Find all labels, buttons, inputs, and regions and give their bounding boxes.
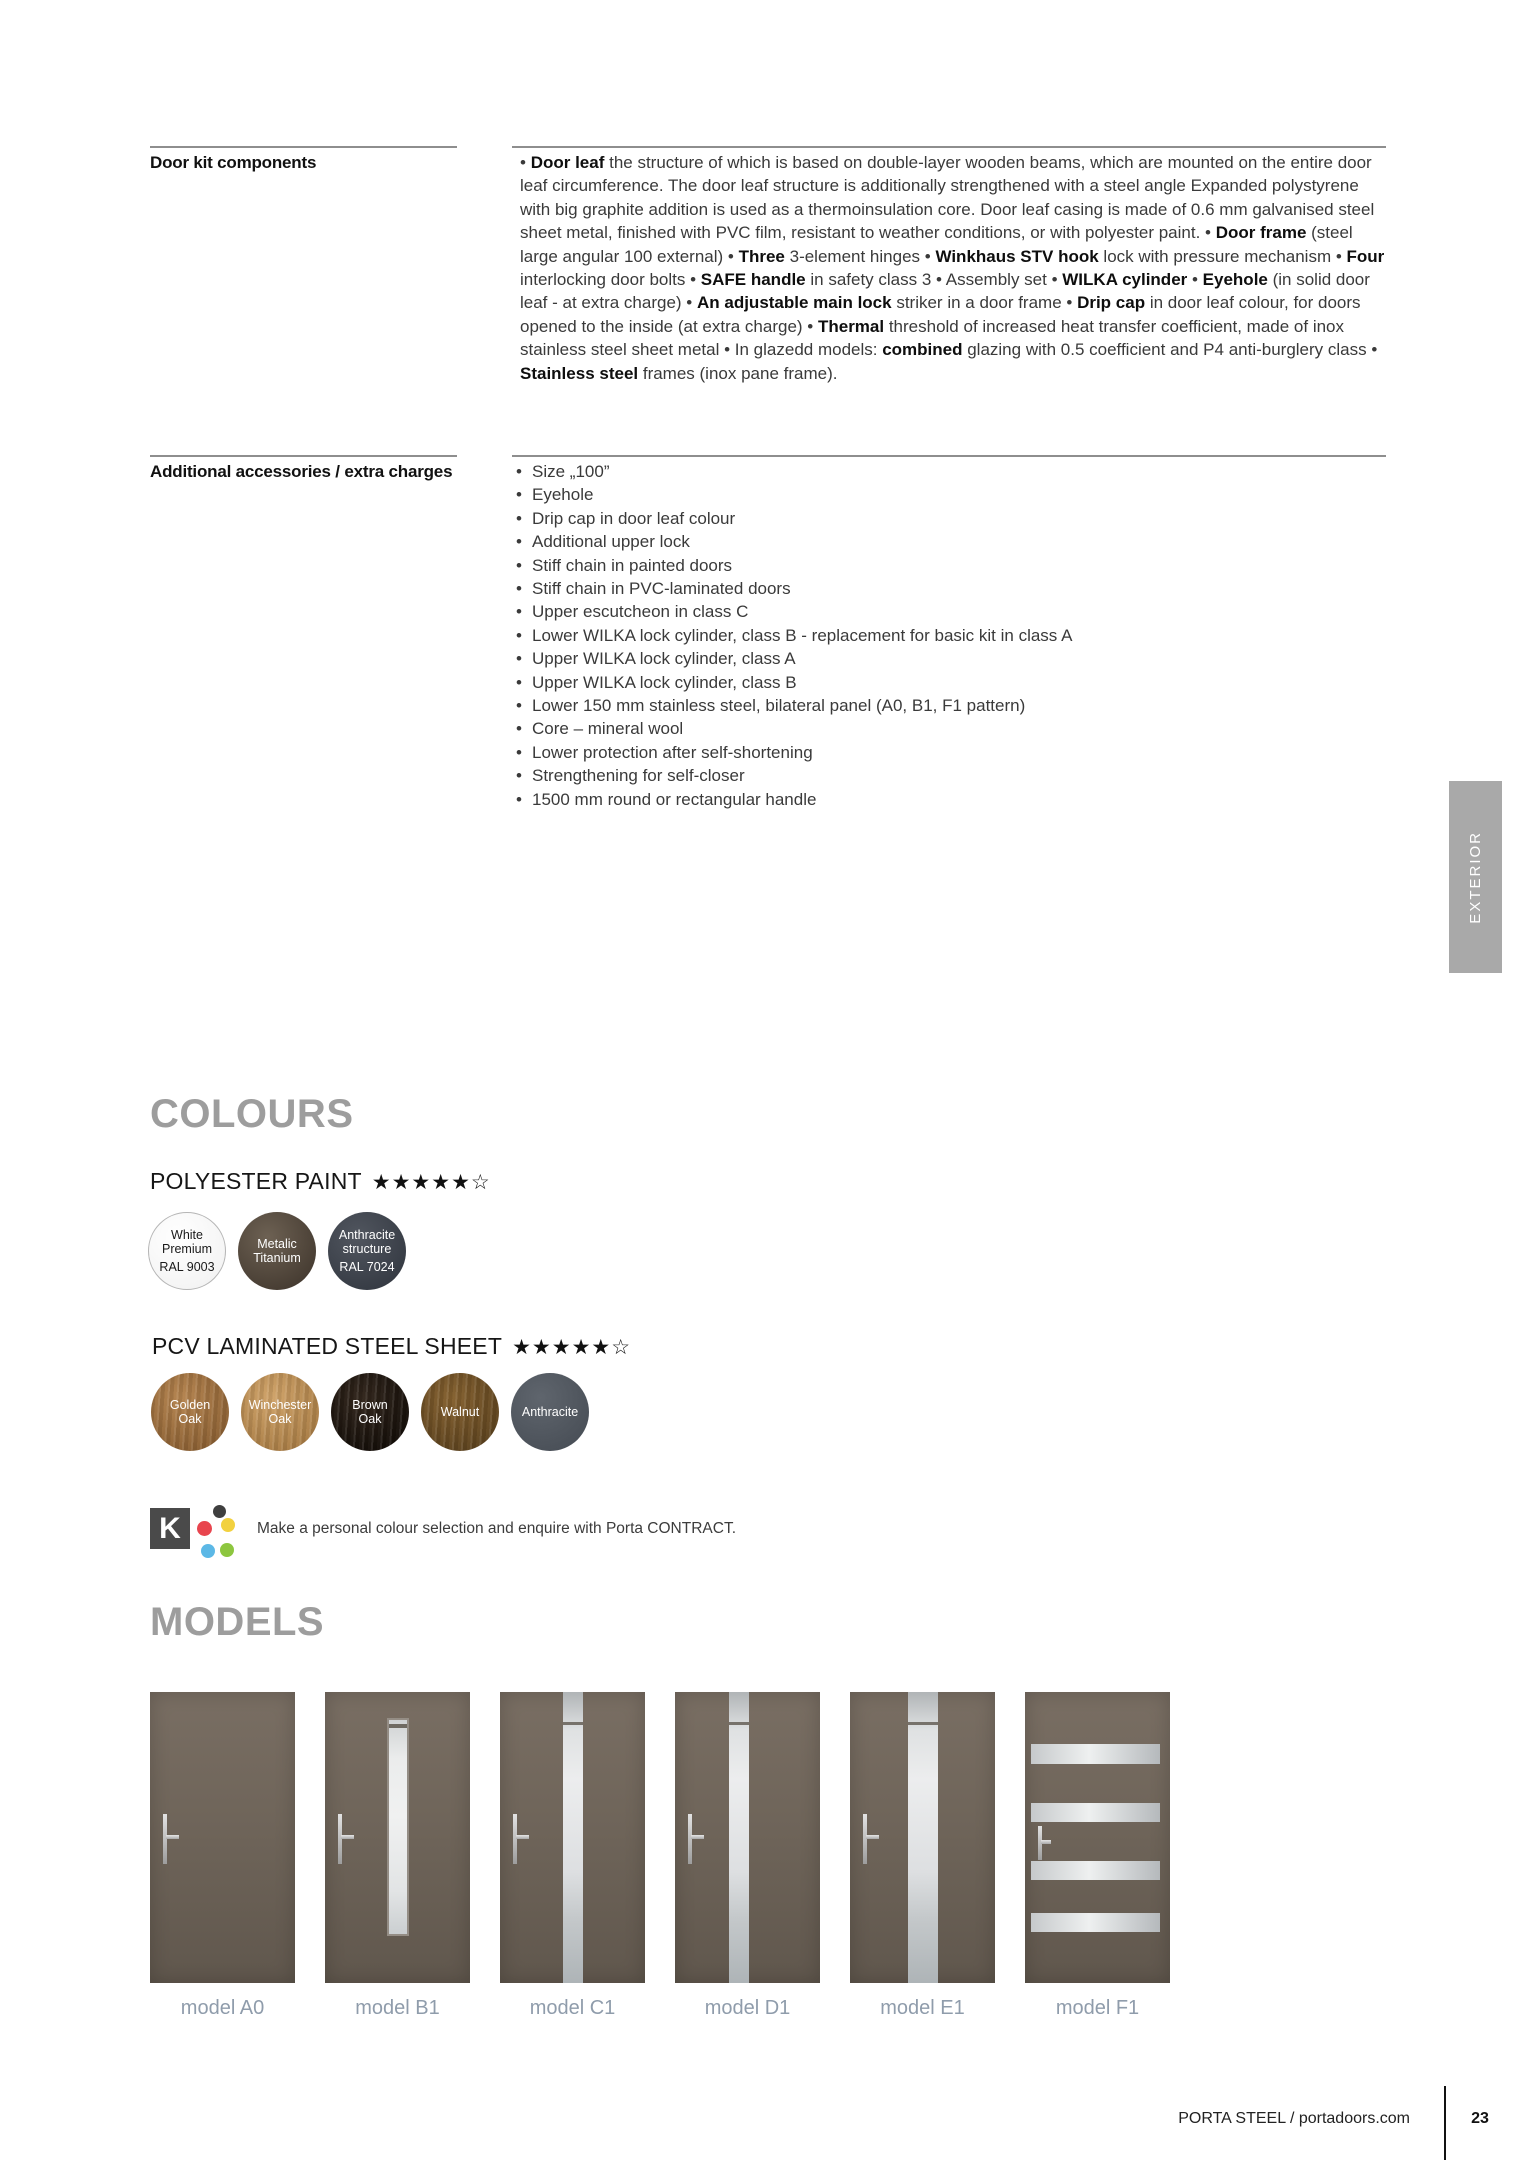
swatch-label-line: Anthracite [521, 1404, 579, 1419]
list-item-label: Eyehole [532, 485, 594, 505]
bullet-icon: • [516, 462, 522, 481]
door-handle [1038, 1826, 1042, 1860]
list-item [516, 647, 1396, 670]
text-run: • [1187, 270, 1203, 290]
colours-title: COLOURS [150, 1092, 354, 1136]
colour-swatch-white-premium [148, 1212, 226, 1290]
swatch-label-line: White [171, 1227, 203, 1242]
swatch-label-line: Premium [161, 1242, 212, 1257]
swatch-label-line: Oak [358, 1412, 382, 1426]
text-run: the structure of which is based on double-layer wooden beams, which are mounted on the entire door leaf circumference. The door leaf structure is additionally strengthened with a steel angle Expanded polystyrene with big graphite addition is used as a thermoinsulation core. Door leaf casing is made of 0.6 mm galvanised steel sheet metal, finished with PVC film, resistant to weather conditions, or with polyester paint. • [520, 153, 1375, 243]
list-item-label: 1500 mm round or rectangular handle [532, 789, 817, 809]
glazing-bar [1031, 1744, 1160, 1763]
glazing-bar [1031, 1913, 1160, 1932]
list-item-label: Upper WILKA lock cylinder, class A [532, 649, 796, 669]
colour-swatch-winchester-oak [241, 1373, 319, 1451]
text-run: (in solid door leaf - at extra charge) • [520, 270, 1370, 313]
door-handle [513, 1814, 517, 1864]
swatch-label-line: Oak [268, 1412, 292, 1426]
bullet-icon: • [516, 766, 522, 786]
bullet-icon: • [516, 532, 522, 552]
divider-left-2 [150, 455, 457, 457]
bold-text-run: SAFE handle [700, 270, 806, 290]
door-kit-paragraph [520, 151, 1386, 385]
bullet-icon: • [516, 742, 522, 762]
door-model-card-F1 [1025, 1692, 1170, 2020]
k-logo [150, 1508, 190, 1549]
bold-text-run: Drip cap [1077, 293, 1146, 313]
glazing-cap [908, 1722, 938, 1725]
polyester-paint-heading [150, 1168, 491, 1195]
bold-text-run: Three [738, 246, 785, 266]
list-item [516, 671, 1396, 694]
list-item [516, 764, 1396, 787]
swatch-label-line: Titanium [253, 1251, 301, 1265]
list-item [516, 530, 1396, 553]
glazing-cap [563, 1722, 583, 1725]
dot-blue-icon [201, 1544, 215, 1558]
models-title: MODELS [150, 1600, 325, 1644]
door-image-F1 [1025, 1692, 1170, 1983]
list-item [516, 460, 1396, 483]
door-model-label: model B1 [355, 1997, 440, 2019]
list-item-label: Lower WILKA lock cylinder, class B - replacement for basic kit in class A [532, 625, 1073, 645]
door-model-label: model C1 [529, 1997, 616, 2019]
page-number: 23 [1471, 2110, 1489, 2127]
door-model-card-E1 [850, 1692, 995, 2020]
bold-text-run: Stainless steel [520, 363, 639, 383]
glazing-strip [908, 1692, 938, 1983]
dot-yellow-icon [221, 1518, 235, 1532]
list-item [516, 600, 1396, 623]
list-item [516, 741, 1396, 764]
bold-text-run: Door frame [1215, 223, 1307, 243]
bullet-icon: • [516, 579, 522, 599]
list-item-label: Stiff chain in PVC-laminated doors [532, 579, 791, 599]
list-item [516, 554, 1396, 577]
text-run: 3-element hinges • [784, 246, 936, 266]
bold-text-run: An adjustable main lock [696, 293, 892, 313]
door-model-label: model D1 [704, 1997, 791, 2019]
bullet-icon: • [516, 485, 522, 505]
bullet-icon: • [516, 649, 522, 669]
list-item [516, 788, 1396, 811]
list-item-label: Upper escutcheon in class C [532, 602, 749, 622]
exterior-tab-label: EXTERIOR [1467, 830, 1484, 924]
glazing-bar [1031, 1861, 1160, 1880]
bold-text-run: combined [882, 340, 963, 360]
glazing-strip [729, 1692, 749, 1983]
door-image-B1 [325, 1692, 470, 1983]
k-logo-letter: K [159, 1511, 181, 1545]
divider-right-2 [512, 455, 1386, 457]
text-run: interlocking door bolts • [520, 270, 701, 290]
door-handle [163, 1814, 167, 1864]
star-outline: ☆ [470, 1171, 491, 1194]
door-handle [863, 1814, 867, 1864]
bullet-icon: • [516, 625, 522, 645]
list-item-label: Upper WILKA lock cylinder, class B [532, 672, 797, 692]
door-model-card-D1 [675, 1692, 820, 2020]
swatch-label-line: Oak [178, 1412, 202, 1426]
pcv-swatches [151, 1373, 589, 1451]
swatch-label-line: RAL 9003 [159, 1259, 215, 1274]
list-item-label: Drip cap in door leaf colour [532, 508, 736, 528]
colour-swatch-metalic-titanium [238, 1212, 316, 1290]
list-item-label: Size „100” [532, 462, 610, 481]
list-item-label: Additional upper lock [532, 532, 690, 552]
glazing-bar [1031, 1803, 1160, 1822]
list-item [516, 624, 1396, 647]
bullet-icon: • [516, 602, 522, 622]
door-image-A0 [150, 1692, 295, 1983]
footer-brand-url: PORTA STEEL / portadoors.com [1178, 2110, 1410, 2127]
swatch-label-line: structure [342, 1242, 392, 1257]
bold-text-run: Door leaf [530, 153, 605, 172]
door-model-label: model F1 [1055, 1997, 1140, 2019]
list-item-label: Strengthening for self-closer [532, 766, 745, 786]
pcv-rating-stars [512, 1336, 631, 1359]
colour-swatch-walnut [421, 1373, 499, 1451]
text-run: in safety class 3 • Assembly set • [805, 270, 1063, 290]
glazing-strip [563, 1692, 583, 1983]
colour-selection-caption: Make a personal colour selection and enquire with Porta CONTRACT. [257, 1520, 737, 1537]
list-item [516, 507, 1396, 530]
glazing-cap [729, 1722, 749, 1725]
polyester-rating-stars [372, 1171, 491, 1194]
door-image-C1 [500, 1692, 645, 1983]
glazing-strip [387, 1718, 409, 1936]
dot-dark-icon [213, 1505, 226, 1518]
colour-swatch-anthracite [511, 1373, 589, 1451]
polyester-paint-label: POLYESTER PAINT [150, 1168, 362, 1194]
list-item [516, 577, 1396, 600]
text-run: striker in a door frame • [891, 293, 1078, 313]
divider-right-1 [512, 146, 1386, 148]
divider-left-1 [150, 146, 457, 148]
text-run: threshold of increased heat transfer coefficient, made of inox stainless steel sheet metal • In glazedd models: [520, 316, 1345, 360]
dot-green-icon [220, 1543, 234, 1557]
list-item-label: Stiff chain in painted doors [532, 555, 733, 575]
bullet-icon: • [516, 696, 522, 716]
swatch-label-line: Walnut [440, 1404, 480, 1419]
text-run: lock with pressure mechanism • [1098, 246, 1347, 266]
swatch-label-line: RAL 7024 [339, 1259, 395, 1274]
polyester-swatches [148, 1212, 406, 1290]
bullet-icon: • [516, 719, 522, 739]
swatch-label-line: Anthracite [338, 1227, 396, 1242]
bullet-icon: • [516, 672, 522, 692]
stars-filled: ★★★★★ [371, 1171, 471, 1194]
swatch-label-line: Metalic [257, 1236, 297, 1251]
bullet-icon: • [516, 789, 522, 809]
bold-text-run: Winkhaus STV hook [935, 246, 1099, 266]
pcv-label: PCV LAMINATED STEEL SHEET [152, 1333, 503, 1359]
text-run: • [520, 153, 531, 172]
accessories-list [516, 460, 1396, 811]
list-item [516, 694, 1396, 717]
list-item-label: Lower 150 mm stainless steel, bilateral panel (A0, B1, F1 pattern) [532, 696, 1026, 716]
list-item [516, 483, 1396, 506]
pcv-heading [152, 1333, 631, 1360]
star-outline: ☆ [611, 1336, 632, 1359]
list-item-label: Lower protection after self-shortening [532, 742, 813, 762]
door-model-card-B1 [325, 1692, 470, 2020]
footer-divider [1444, 2086, 1446, 2160]
text-run: (steel large angular 100 external) • [520, 223, 1353, 266]
door-model-label: model A0 [180, 1997, 265, 2019]
bold-text-run: Thermal [817, 316, 885, 336]
colour-swatch-golden-oak [151, 1373, 229, 1451]
text-run: frames (inox pane frame). [638, 363, 838, 383]
dot-red-icon [197, 1521, 212, 1536]
bold-text-run: WILKA cylinder [1062, 270, 1188, 290]
list-item-label: Core – mineral wool [532, 719, 684, 739]
colour-swatch-anthracite-structure [328, 1212, 406, 1290]
swatch-label-line: Winchester [248, 1397, 312, 1412]
section-heading-door-kit: Door kit components [150, 153, 317, 172]
door-handle [338, 1814, 342, 1864]
swatch-label-line: Golden [169, 1397, 211, 1412]
stars-filled: ★★★★★ [512, 1336, 612, 1359]
text-run: in door leaf colour, for doors opened to the inside (at extra charge) • [520, 293, 1361, 336]
exterior-side-tab [1449, 781, 1502, 973]
bold-text-run: Eyehole [1202, 270, 1268, 290]
door-model-card-C1 [500, 1692, 645, 2020]
bullet-icon: • [516, 555, 522, 575]
door-image-E1 [850, 1692, 995, 1983]
bullet-icon: • [516, 508, 522, 528]
door-models-row [150, 1692, 1170, 2020]
swatch-label-line: Brown [352, 1397, 388, 1412]
door-image-D1 [675, 1692, 820, 1983]
section-heading-accessories: Additional accessories / extra charges [150, 462, 453, 481]
list-item [516, 717, 1396, 740]
bold-text-run: Four [1346, 246, 1385, 266]
text-run: glazing with 0.5 coefficient and P4 anti-burglery class • [962, 340, 1378, 360]
door-handle [688, 1814, 692, 1864]
colour-swatch-brown-oak [331, 1373, 409, 1451]
door-model-label: model E1 [880, 1997, 965, 2019]
door-model-card-A0 [150, 1692, 295, 2020]
